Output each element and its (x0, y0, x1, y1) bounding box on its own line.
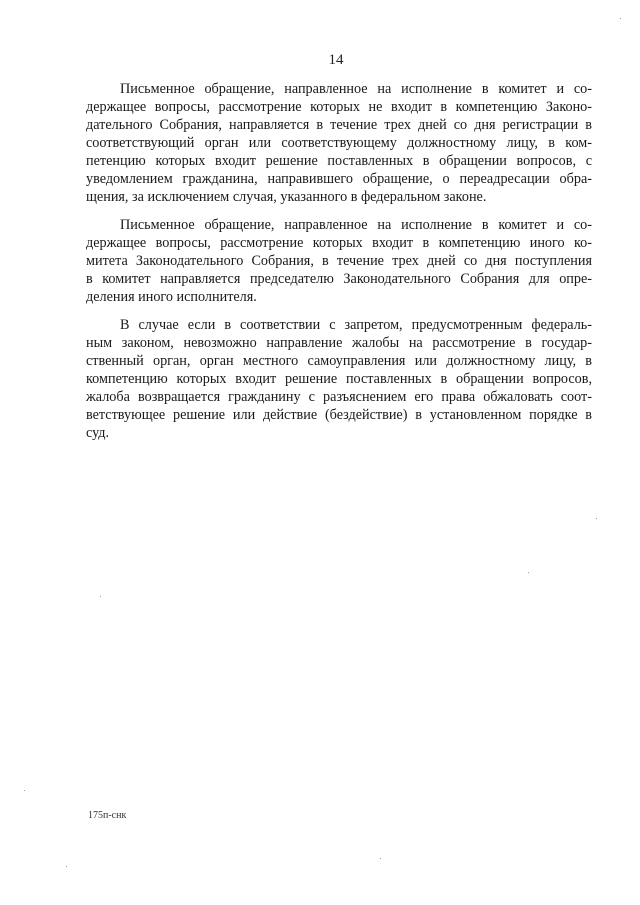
scan-speck (66, 866, 67, 867)
paragraph-line: ветствующее решение или действие (бездействие) в установленном порядке в (86, 407, 592, 423)
page-number: 14 (328, 52, 344, 68)
paragraph-line: уведомлением гражданина, направившего обращение, о переадресации обра- (86, 171, 592, 187)
paragraph-line: Письменное обращение, направленное на исполнение в комитет и со- (120, 81, 592, 97)
document-body (86, 80, 592, 442)
paragraph-2 (86, 216, 592, 306)
paragraph-line: суд. (86, 425, 110, 441)
paragraph-1 (86, 80, 592, 206)
paragraph-line: ным законом, невозможно направление жалобы на рассмотрение в государ- (86, 335, 592, 351)
scan-speck (528, 572, 529, 573)
scan-speck (100, 596, 101, 597)
scan-speck (620, 18, 621, 19)
paragraph-line: Письменное обращение, направленное на исполнение в комитет и со- (120, 217, 592, 233)
document-code: 175п-снк (88, 810, 127, 821)
scan-speck (24, 790, 25, 791)
paragraph-line: соответствующий орган или соответствующему должностному лицу, в ком- (86, 135, 592, 151)
scan-speck (596, 518, 597, 519)
paragraph-line: компетенцию которых входит решение поставленных в обращении вопросов, (86, 371, 592, 387)
scan-speck (380, 858, 381, 859)
paragraph-line: деления иного исполнителя. (86, 289, 257, 305)
paragraph-line: петенцию которых входит решение поставленных в обращении вопросов, с (86, 153, 592, 169)
paragraph-line: щения, за исключением случая, указанного в федеральном законе. (86, 189, 487, 205)
paragraph-line: держащее вопросы, рассмотрение которых входит в компетенцию иного ко- (86, 235, 592, 251)
paragraph-line: жалоба возвращается гражданину с разъяснением его права обжаловать соот- (86, 389, 592, 405)
paragraph-line: держащее вопросы, рассмотрение которых не входит в компетенцию Законо- (86, 99, 592, 115)
paragraph-line: митета Законодательного Собрания, в течение трех дней со дня поступления (86, 253, 592, 269)
paragraph-3 (86, 316, 592, 442)
paragraph-line: В случае если в соответствии с запретом, предусмотренным федераль- (120, 317, 592, 333)
paragraph-line: ственный орган, орган местного самоуправления или должностному лицу, в (86, 353, 592, 369)
paragraph-line: дательного Собрания, направляется в течение трех дней со дня регистрации в (86, 117, 592, 133)
paragraph-line: в комитет направляется председателю Законодательного Собрания для опре- (86, 271, 592, 287)
